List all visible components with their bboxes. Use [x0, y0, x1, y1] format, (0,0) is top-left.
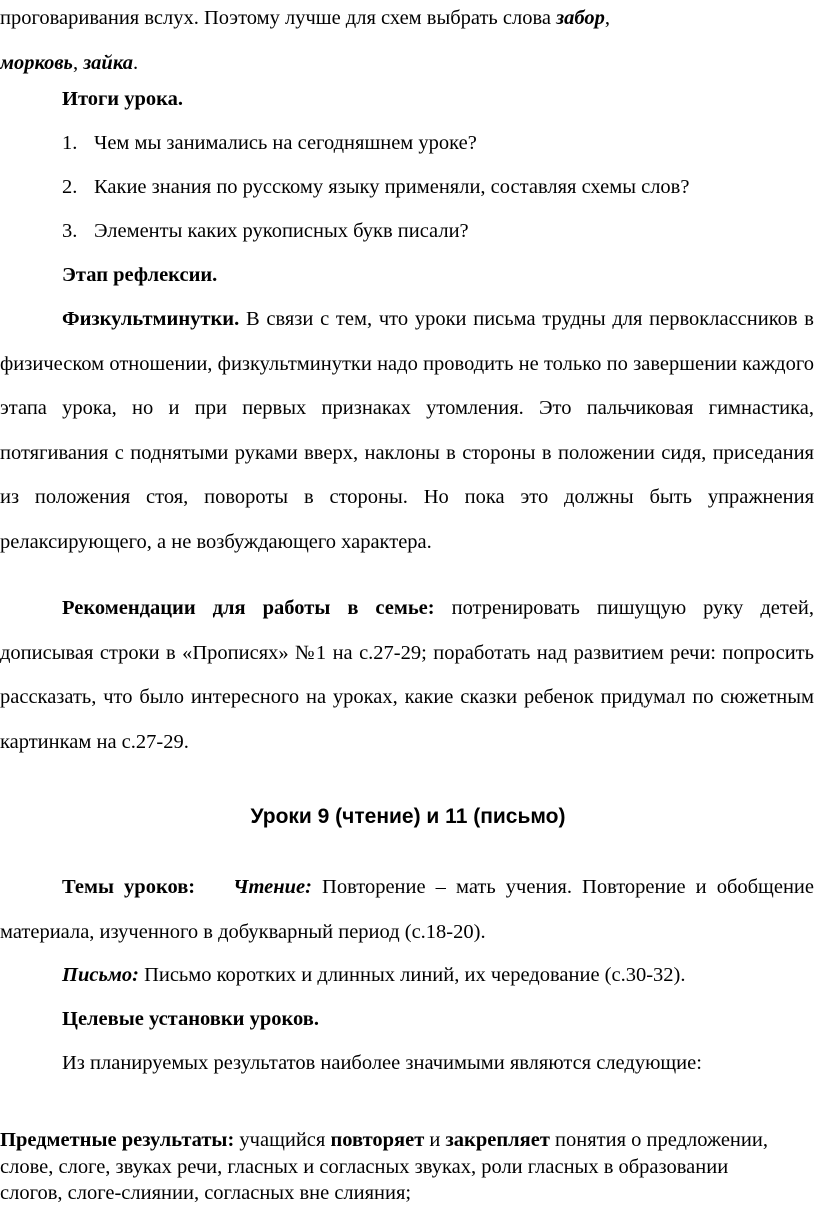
reading-label: Чтение:	[233, 876, 312, 898]
goals-title: Целевые установки уроков.	[62, 1008, 319, 1030]
subject-results-label: Предметные результаты:	[0, 1129, 235, 1151]
paragraph-text: Повторение – мать учения. Повторение и обобщение материала, изученного в добукварный период (с.18-20).	[0, 876, 814, 943]
physical-label: Физкультминутки.	[62, 308, 240, 330]
paragraph-text: Из планируемых результатов наиболее значимыми являются следующие:	[62, 1052, 702, 1074]
separator: .	[132, 51, 139, 74]
list-text: Чем мы занимались на сегодняшнем уроке?	[94, 132, 477, 154]
section-title-summary	[0, 77, 814, 122]
paragraph-text: В связи с тем, что уроки письма трудны для первоклассников в физическом отношении, физкультминутки надо проводить не только по завершении каждого этапа урока, но и при первых признаках утомления. Это пальчиковая гимнастика, потягивания с поднятыми руками вверх, наклоны в стороны в положении сидя, приседания из положения стоя, повороты в стороны. Но пока это должны быть упражнения релаксирующего, а не возбуждающего характера.	[0, 308, 814, 553]
paragraph-goals-intro	[0, 1041, 814, 1086]
paragraph-text: потренировать пишущую руку детей, дописывая строки в «Прописях» №1 на с.27-29; поработать над развитием речи: попросить рассказать, что было интересного на уроках, какие сказки ребенок придумал по сюжетным картинкам на с.27-29.	[0, 597, 814, 753]
paragraph-subject-results	[0, 1127, 790, 1207]
example-word: морковь	[0, 51, 73, 74]
separator: ,	[604, 7, 610, 29]
separator: ,	[72, 51, 84, 74]
list-item	[62, 165, 802, 210]
writing-label: Письмо:	[62, 964, 139, 986]
list-item	[62, 209, 802, 254]
section-title-reflection	[0, 253, 814, 298]
paragraph-family	[0, 586, 814, 764]
list-item	[62, 121, 802, 166]
list-text: Какие знания по русскому языку применяли, составляя схемы слов?	[94, 176, 690, 198]
paragraph-physical	[0, 297, 814, 564]
topics-label: Темы уроков:	[62, 876, 196, 898]
list-number: 1.	[62, 132, 78, 154]
example-word: забор	[556, 7, 605, 29]
lesson-heading: Уроки 9 (чтение) и 11 (письмо)	[250, 805, 566, 828]
paragraph-text: и	[424, 1129, 446, 1151]
section-title-goals	[0, 997, 814, 1042]
list-number: 3.	[62, 220, 78, 242]
example-word: зайка	[83, 51, 133, 74]
summary-title: Итоги урока.	[62, 88, 184, 110]
reflection-title: Этап рефлексии.	[62, 264, 218, 286]
list-text: Элементы каких рукописных букв писали?	[94, 220, 469, 242]
paragraph-text: понятия о предложении, слове, слоге, звуках речи, гласных и согласных звуках, роли гласных в образовании слогов, слоге-слиянии, согласных вне слияния;	[0, 1129, 768, 1204]
list-number: 2.	[62, 176, 78, 198]
family-label: Рекомендации для работы в семье:	[62, 597, 435, 619]
paragraph-text: проговаривания вслух. Поэтому лучше для схем выбрать слова	[0, 7, 557, 29]
emphasis-word: закрепляет	[445, 1129, 550, 1151]
paragraph-writing	[0, 953, 814, 998]
paragraph-topics	[0, 865, 814, 954]
paragraph-text: учащийся	[234, 1129, 331, 1151]
emphasis-word: повторяет	[330, 1129, 425, 1151]
paragraph-word-choice	[0, 0, 814, 85]
paragraph-text: Письмо коротких и длинных линий, их чередование (с.30-32).	[138, 964, 686, 986]
